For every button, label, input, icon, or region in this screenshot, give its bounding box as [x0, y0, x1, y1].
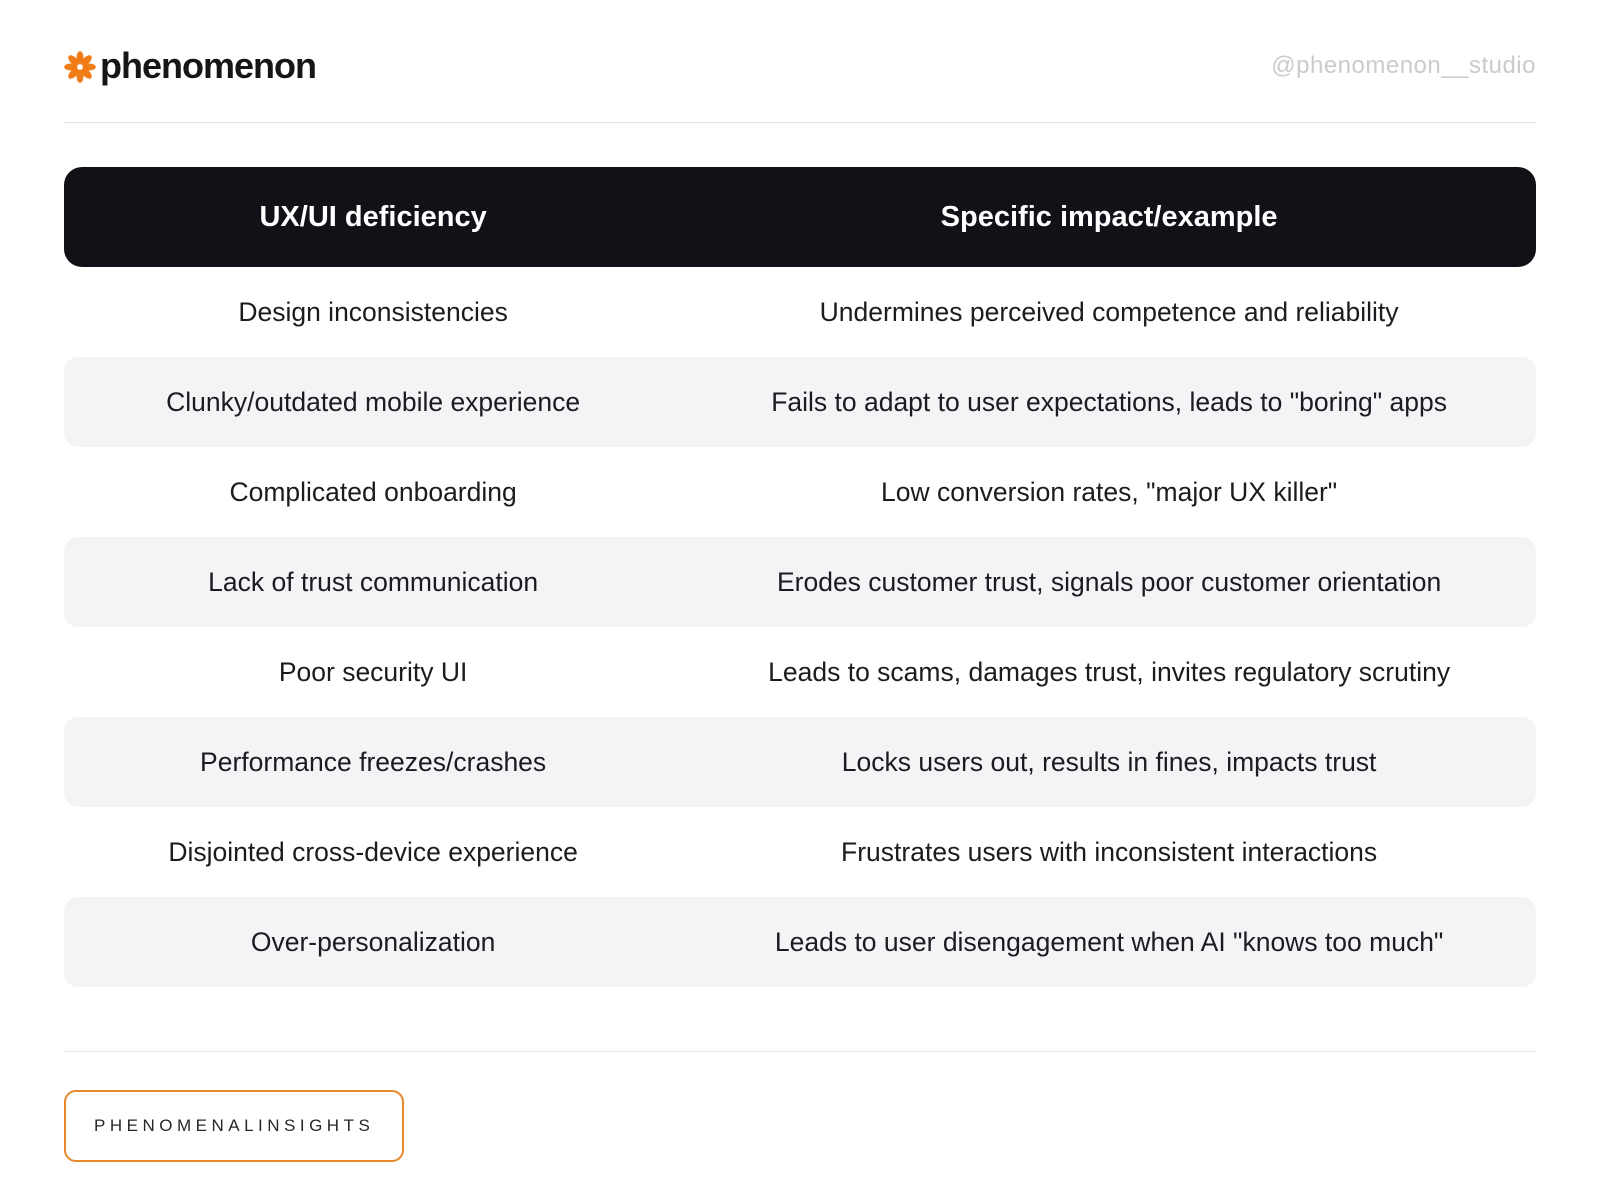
- table-row: [64, 717, 1536, 807]
- deficiency-cell: Complicated onboarding: [229, 476, 517, 507]
- impact-cell: Erodes customer trust, signals poor customer orientation: [776, 566, 1442, 597]
- table-row: [64, 447, 1536, 537]
- deficiency-cell: Performance freezes/crashes: [200, 746, 547, 777]
- table-row: [64, 897, 1536, 987]
- impact-cell: Leads to scams, damages trust, invites regulatory scrutiny: [768, 656, 1451, 687]
- deficiency-cell: Lack of trust communication: [208, 566, 539, 597]
- table-row: [64, 537, 1536, 627]
- column-header-deficiency: UX/UI deficiency: [259, 200, 487, 233]
- table-row: [64, 267, 1536, 357]
- deficiency-cell: Over-personalization: [250, 926, 496, 957]
- deficiency-cell: Clunky/outdated mobile experience: [166, 386, 581, 417]
- top-bar: [64, 0, 1536, 87]
- impact-cell: Leads to user disengagement when AI "knows too much": [774, 926, 1444, 957]
- column-header-impact: Specific impact/example: [940, 200, 1278, 233]
- impact-cell: Frustrates users with inconsistent interactions: [841, 836, 1378, 867]
- table-row: [64, 627, 1536, 717]
- deficiency-impact-table: [64, 167, 1536, 987]
- deficiency-cell: Disjointed cross-device experience: [168, 836, 578, 867]
- table-header-row: [64, 167, 1536, 267]
- impact-cell: Undermines perceived competence and reliability: [819, 296, 1399, 327]
- deficiency-cell: Poor security UI: [278, 656, 468, 687]
- brand-logo: [64, 45, 316, 86]
- impact-cell: Fails to adapt to user expectations, leads to "boring" apps: [771, 386, 1448, 417]
- brand-name: phenomenon: [100, 45, 316, 86]
- table-row: [64, 807, 1536, 897]
- impact-cell: Low conversion rates, "major UX killer": [880, 476, 1338, 507]
- insights-badge[interactable]: PHENOMENALINSIGHTS: [64, 1090, 404, 1162]
- impact-cell: Locks users out, results in fines, impacts trust: [841, 746, 1377, 777]
- asterisk-icon: [64, 51, 96, 83]
- table-row: [64, 357, 1536, 447]
- header-divider: [64, 122, 1536, 123]
- deficiency-cell: Design inconsistencies: [238, 296, 508, 327]
- footer-divider: [64, 1051, 1536, 1052]
- studio-handle: @phenomenon__studio: [1271, 52, 1536, 79]
- table-body: [64, 267, 1536, 987]
